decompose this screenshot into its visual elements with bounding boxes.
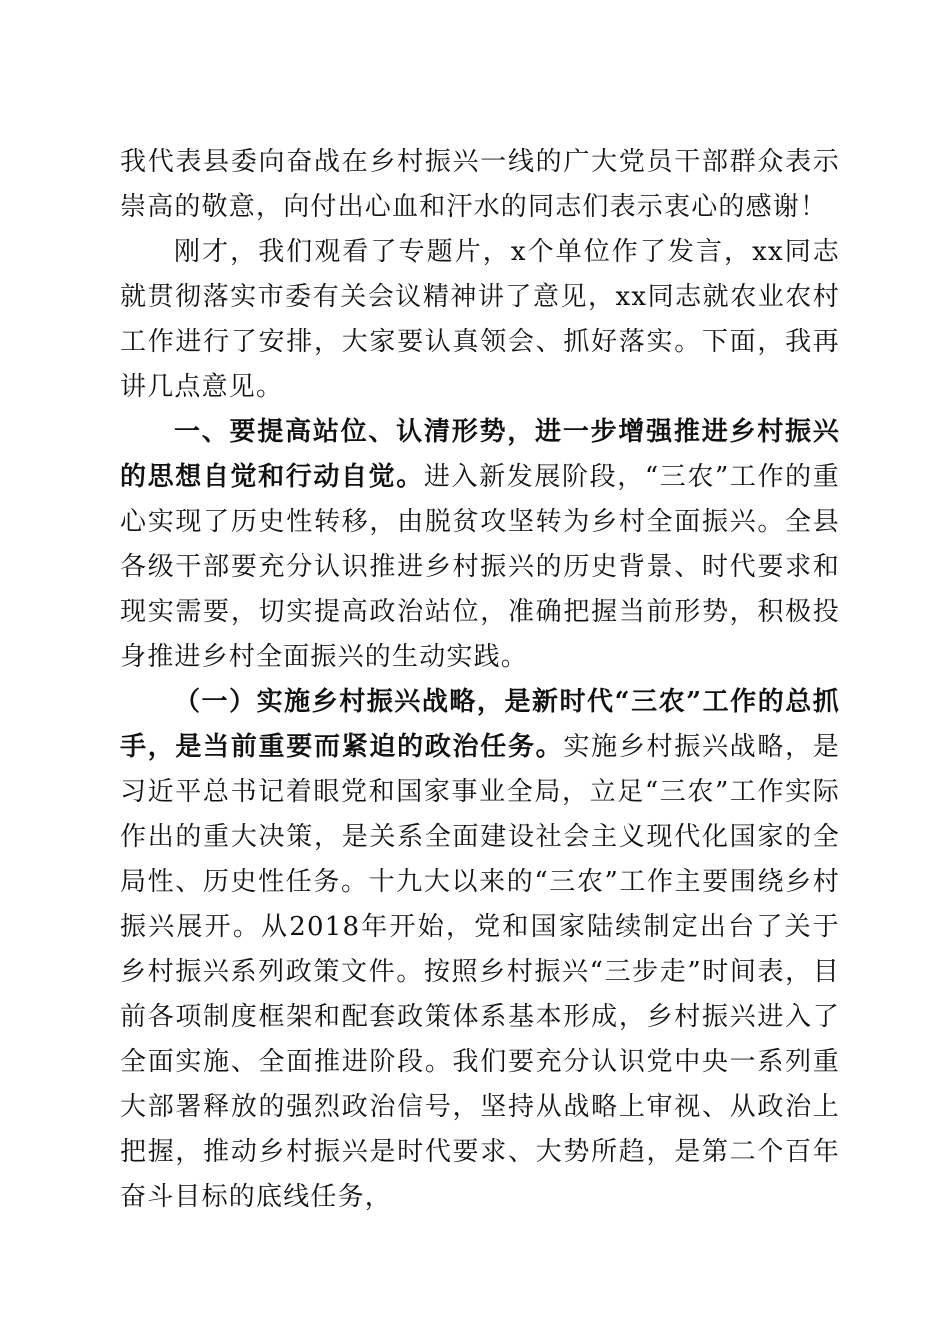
paragraph-1-text: 我代表县委向奋战在乡村振兴一线的广大党员干部群众表示崇高的敬意，向付出心血和汗水的同志们表示衷心的感谢！ — [120, 147, 840, 222]
section-one — [120, 410, 840, 680]
section-one-body: 进入新发展阶段，“三农”工作的重心实现了历史性转移，由脱贫攻坚转为乡村全面振兴。全县各级干部要充分认识推进乡村振兴的历史背景、时代要求和现实需要，切实提高政治站位，准确把握当前形势，积极投身推进乡村全面振兴的生动实践。 — [120, 462, 840, 672]
subsection-one — [120, 680, 840, 1220]
section-one-heading: 一、要提高站位、认清形势，进一步增强推进乡村振兴的思想自觉和行动自觉。 — [120, 417, 840, 492]
subsection-one-body: 实施乡村振兴战略，是习近平总书记着眼党和国家事业全局，立足“三农”工作实际作出的重大决策，是关系全面建设社会主义现代化国家的全局性、历史性任务。十九大以来的“三农”工作主要围绕乡村振兴展开。从2018年开始，党和国家陆续制定出台了关于乡村振兴系列政策文件。按照乡村振兴“三步走”时间表，目前各项制度框架和配套政策体系基本形成，乡村振兴进入了全面实施、全面推进阶段。我们要充分认识党中央一系列重大部署释放的强烈政治信号，坚持从战略上审视、从政治上把握，推动乡村振兴是时代要求、大势所趋，是第二个百年奋斗目标的底线任务， — [120, 732, 840, 1212]
document-page — [120, 140, 840, 1220]
paragraph-continuation — [120, 140, 840, 230]
paragraph-2-text: 刚才，我们观看了专题片，x个单位作了发言，xx同志就贯彻落实市委有关会议精神讲了意见，xx同志就农业农村工作进行了安排，大家要认真领会、抓好落实。下面，我再讲几点意见。 — [120, 237, 840, 402]
paragraph-intro — [120, 230, 840, 410]
subsection-one-heading: （一）实施乡村振兴战略，是新时代“三农”工作的总抓手，是当前重要而紧迫的政治任务。 — [120, 687, 840, 762]
